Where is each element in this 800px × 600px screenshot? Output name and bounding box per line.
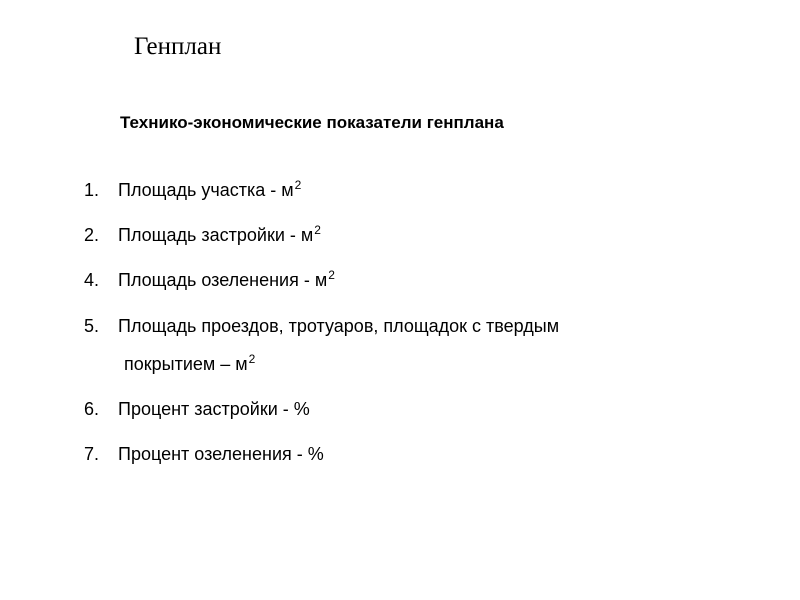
list-item-text: Площадь озеленения - м — [118, 270, 328, 290]
list-item-text: Процент застройки - % — [118, 399, 310, 419]
list-item — [84, 178, 301, 202]
list-item — [84, 397, 310, 421]
list-item-text: Площадь участка - м — [118, 180, 294, 200]
list-item-number: 7. — [84, 444, 100, 464]
list-item-text: Площадь застройки - м — [118, 225, 314, 245]
list-item — [84, 314, 559, 338]
list-item-text: Процент озеленения - % — [118, 444, 324, 464]
list-item-number: 2. — [84, 225, 100, 245]
superscript: 2 — [248, 352, 256, 366]
list-item — [84, 223, 321, 247]
slide-title: Генплан — [134, 33, 222, 60]
list-item-number: 6. — [84, 399, 100, 419]
list-item-text: Площадь проездов, тротуаров, площадок с твердым — [118, 316, 560, 336]
list-item-continuation — [124, 352, 255, 376]
superscript: 2 — [314, 223, 321, 237]
list-item — [84, 268, 335, 292]
list-item-text: покрытием – м — [124, 354, 248, 374]
list-item-number: 5. — [84, 316, 100, 336]
list-item — [84, 442, 324, 466]
list-item-number: 4. — [84, 270, 100, 290]
superscript: 2 — [294, 178, 302, 192]
list-item-number: 1. — [84, 180, 100, 200]
superscript: 2 — [328, 268, 335, 282]
subheading: Технико-экономические показатели генплана — [120, 113, 504, 132]
